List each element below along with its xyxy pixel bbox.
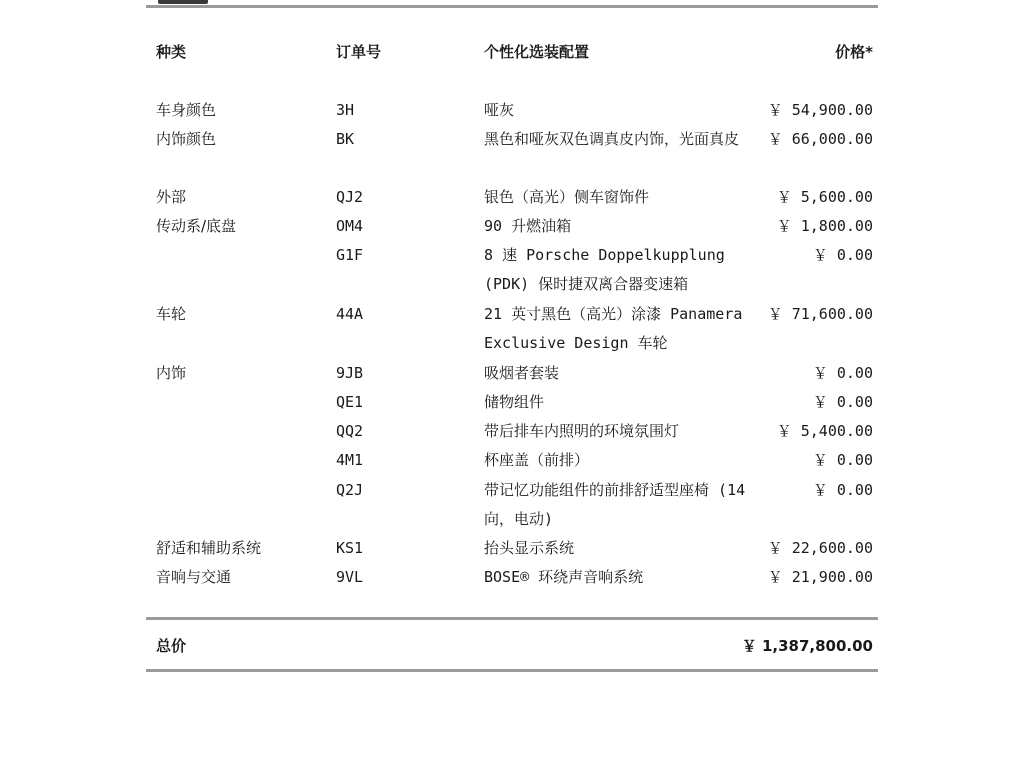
row-code: 9VL xyxy=(336,568,364,586)
row-description: 21 英寸黑色（高光）涂漆 Panamera Exclusive Design 车轮 xyxy=(484,305,743,352)
row-code: QE1 xyxy=(336,393,364,411)
table-row xyxy=(146,96,878,125)
row-price: ￥ 71,600.00 xyxy=(767,305,873,323)
row-category: 音响与交通 xyxy=(156,568,232,586)
row-price: ￥ 21,900.00 xyxy=(767,568,873,586)
row-price: ￥ 5,600.00 xyxy=(776,188,873,206)
total-divider-top xyxy=(146,617,878,620)
header-order-code: 订单号 xyxy=(336,43,382,61)
row-category: 车轮 xyxy=(156,305,187,323)
row-code: KS1 xyxy=(336,539,364,557)
row-code: 4M1 xyxy=(336,451,364,469)
row-price: ￥ 5,400.00 xyxy=(776,422,873,440)
table-row xyxy=(146,534,878,563)
row-description: 黑色和哑灰双色调真皮内饰，光面真皮 xyxy=(484,130,740,148)
table-row xyxy=(146,125,878,183)
row-description: 杯座盖（前排） xyxy=(484,451,590,469)
row-description: 哑灰 xyxy=(484,101,515,119)
row-code: QJ2 xyxy=(336,188,364,206)
header-option: 个性化选装配置 xyxy=(484,43,590,61)
row-description: 带记忆功能组件的前排舒适型座椅 (14 向，电动) xyxy=(484,481,746,528)
row-code: BK xyxy=(336,130,355,148)
row-category: 车身颜色 xyxy=(156,101,217,119)
row-price: ￥ 0.00 xyxy=(812,393,873,411)
row-price: ￥ 54,900.00 xyxy=(767,101,873,119)
row-description: 带后排车内照明的环境氛围灯 xyxy=(484,422,680,440)
row-description: 90 升燃油箱 xyxy=(484,217,572,235)
row-category: 外部 xyxy=(156,188,187,206)
table-row xyxy=(146,241,878,299)
row-category: 内饰 xyxy=(156,364,187,382)
row-code: QQ2 xyxy=(336,422,364,440)
row-code: 3H xyxy=(336,101,355,119)
table-row xyxy=(146,212,878,241)
row-category: 内饰颜色 xyxy=(156,130,217,148)
row-code: 44A xyxy=(336,305,364,323)
row-code: 9JB xyxy=(336,364,364,382)
table-row xyxy=(146,476,878,534)
table-row xyxy=(146,359,878,388)
cut-off-heading xyxy=(158,0,208,4)
row-description: 抬头显示系统 xyxy=(484,539,575,557)
row-category: 舒适和辅助系统 xyxy=(156,539,262,557)
table-row xyxy=(146,300,878,358)
row-description: 吸烟者套装 xyxy=(484,364,560,382)
table-row xyxy=(146,183,878,212)
row-description: 储物组件 xyxy=(484,393,545,411)
row-description: 8 速 Porsche Doppelkupplung (PDK) 保时捷双离合器变速箱 xyxy=(484,246,725,293)
order-options-document xyxy=(146,0,878,768)
table-row xyxy=(146,446,878,475)
table-row xyxy=(146,417,878,446)
total-label: 总价 xyxy=(156,637,187,655)
table-row xyxy=(146,563,878,592)
row-price: ￥ 0.00 xyxy=(812,481,873,499)
table-row xyxy=(146,388,878,417)
row-code: G1F xyxy=(336,246,364,264)
table-header xyxy=(146,41,878,63)
row-price: ￥ 0.00 xyxy=(812,451,873,469)
row-description: BOSE® 环绕声音响系统 xyxy=(484,568,644,586)
row-price: ￥ 22,600.00 xyxy=(767,539,873,557)
top-divider xyxy=(146,5,878,8)
row-price: ￥ 0.00 xyxy=(812,364,873,382)
row-code: Q2J xyxy=(336,481,364,499)
row-code: OM4 xyxy=(336,217,364,235)
row-category: 传动系/底盘 xyxy=(156,217,237,235)
row-description: 银色（高光）侧车窗饰件 xyxy=(484,188,650,206)
total-value: ￥ 1,387,800.00 xyxy=(741,637,873,655)
row-price: ￥ 1,800.00 xyxy=(776,217,873,235)
row-price: ￥ 0.00 xyxy=(812,246,873,264)
header-category: 种类 xyxy=(156,43,187,61)
total-divider-bottom xyxy=(146,669,878,672)
header-price: 价格* xyxy=(835,43,873,61)
total-row xyxy=(146,633,878,659)
row-price: ￥ 66,000.00 xyxy=(767,130,873,148)
